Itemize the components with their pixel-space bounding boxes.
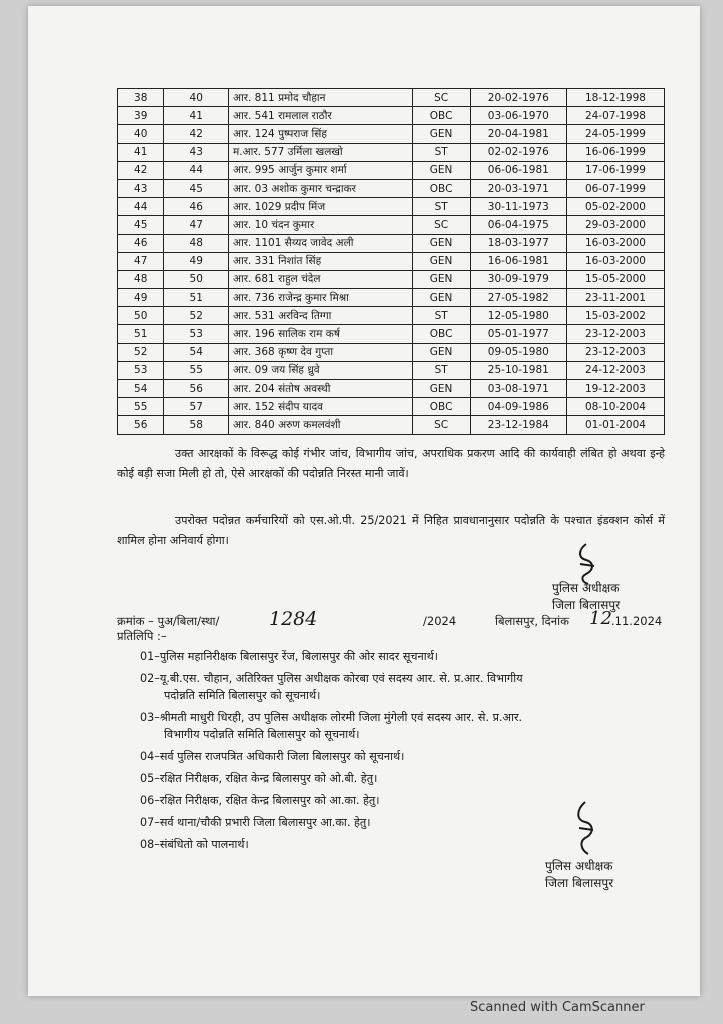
category-cell: GEN (412, 270, 470, 288)
name-cell: आर. 811 प्रमोद चौहान (228, 89, 412, 107)
signatory-designation: पुलिस अधीक्षक (552, 581, 620, 595)
name-cell: आर. 152 संदीप यादव (228, 398, 412, 416)
copy-item (140, 748, 665, 765)
category-cell: OBC (412, 107, 470, 125)
name-cell: आर. 204 संतोष अवस्थी (228, 380, 412, 398)
name-cell: म.आर. 577 उर्मिला खलखो (228, 143, 412, 161)
appointment-date-cell: 24-05-1999 (566, 125, 664, 143)
appointment-date-cell: 23-12-2003 (566, 343, 664, 361)
copy-item-text: 03–श्रीमती माधुरी धिरही, उप पुलिस अधीक्षक लोरमी जिला मुंगेली एवं सदस्य आर. से. प्र.आर. (140, 711, 523, 724)
rank-number-cell: 57 (164, 398, 229, 416)
copy-item-text: 06–रक्षित निरीक्षक, रक्षित केन्द्र बिलासपुर को आ.का. हेतु। (140, 794, 380, 807)
serial-cell: 53 (118, 361, 164, 379)
serial-cell: 45 (118, 216, 164, 234)
birth-date-cell: 12-05-1980 (470, 307, 566, 325)
appointment-date-cell: 24-12-2003 (566, 361, 664, 379)
birth-date-cell: 02-02-1976 (470, 143, 566, 161)
appointment-date-cell: 01-01-2004 (566, 416, 664, 434)
category-cell: SC (412, 89, 470, 107)
signatory-office: जिला बिलासपुर (552, 598, 621, 612)
appointment-date-cell: 05-02-2000 (566, 198, 664, 216)
name-cell: आर. 681 राहुल चंदेल (228, 270, 412, 288)
birth-date-cell: 30-09-1979 (470, 270, 566, 288)
birth-date-cell: 09-05-1980 (470, 343, 566, 361)
birth-date-cell: 06-06-1981 (470, 161, 566, 179)
name-cell: आर. 1029 प्रदीप मिंज (228, 198, 412, 216)
serial-cell: 44 (118, 198, 164, 216)
category-cell: OBC (412, 325, 470, 343)
table-row (118, 216, 665, 234)
copy-item-text: 01–पुलिस महानिरीक्षक बिलासपुर रेंज, बिलासपुर की ओर सादर सूचनार्थ। (140, 650, 439, 663)
appointment-date-cell: 19-12-2003 (566, 380, 664, 398)
name-cell: आर. 541 रामलाल राठौर (228, 107, 412, 125)
category-cell: SC (412, 216, 470, 234)
serial-cell: 42 (118, 161, 164, 179)
category-cell: GEN (412, 252, 470, 270)
category-cell: GEN (412, 234, 470, 252)
reference-number: 1284 (269, 608, 318, 630)
appointment-date-cell: 06-07-1999 (566, 179, 664, 197)
promotion-table (117, 88, 665, 435)
reference-month-year: .11.2024 (611, 614, 663, 628)
name-cell: आर. 196 सालिक राम कर्ष (228, 325, 412, 343)
rank-number-cell: 49 (164, 252, 229, 270)
appointment-date-cell: 15-03-2002 (566, 307, 664, 325)
birth-date-cell: 03-08-1971 (470, 380, 566, 398)
serial-cell: 51 (118, 325, 164, 343)
category-cell: GEN (412, 289, 470, 307)
serial-cell: 43 (118, 179, 164, 197)
appointment-date-cell: 16-03-2000 (566, 252, 664, 270)
serial-cell: 46 (118, 234, 164, 252)
birth-date-cell: 20-02-1976 (470, 89, 566, 107)
rank-number-cell: 42 (164, 125, 229, 143)
table-row (118, 234, 665, 252)
reference-line (117, 608, 665, 636)
birth-date-cell: 04-09-1986 (470, 398, 566, 416)
category-cell: GEN (412, 125, 470, 143)
paragraph-pending-cases: उक्त आरक्षकों के विरूद्ध कोई गंभीर जांच, विभागीय जांच, अपराधिक प्रकरण आदि की कार्यवाही लंबित हो अथवा इन्हे कोई बड़ी सजा मिली हो तो, ऐसे आरक्षकों की पदोन्नति निरस्त मानी जावें। (117, 447, 665, 480)
category-cell: ST (412, 307, 470, 325)
table-row (118, 398, 665, 416)
reference-label: क्रमांक – पुअ/बिला/स्था/ (117, 614, 220, 628)
rank-number-cell: 40 (164, 89, 229, 107)
paragraph-induction-course: उपरोक्त पदोन्नत कर्मचारियों को एस.ओ.पी. 25/2021 में निहित प्रावधानानुसार पदोन्नति के पश्चात इंडक्शन कोर्स में शामिल होना अनिवार्य होगा। (117, 514, 665, 547)
copy-item-continuation: विभागीय पदोन्नति समिति बिलासपुर को सूचनार्थ। (164, 728, 360, 741)
rank-number-cell: 54 (164, 343, 229, 361)
reference-place-date-label: बिलासपुर, दिनांक (495, 614, 569, 628)
copy-item-text: 07–सर्व थाना/चौकी प्रभारी जिला बिलासपुर आ.का. हेतु। (140, 816, 371, 829)
serial-cell: 40 (118, 125, 164, 143)
copy-item (140, 670, 665, 704)
table-row (118, 161, 665, 179)
signature-mark (570, 800, 600, 856)
scanner-watermark: Scanned with CamScanner (470, 1000, 645, 1015)
serial-cell: 39 (118, 107, 164, 125)
birth-date-cell: 20-04-1981 (470, 125, 566, 143)
copy-heading: प्रतिलिपि :– (117, 629, 167, 643)
appointment-date-cell: 16-06-1999 (566, 143, 664, 161)
birth-date-cell: 03-06-1970 (470, 107, 566, 125)
table-row (118, 380, 665, 398)
birth-date-cell: 06-04-1975 (470, 216, 566, 234)
table-row (118, 416, 665, 434)
rank-number-cell: 55 (164, 361, 229, 379)
birth-date-cell: 30-11-1973 (470, 198, 566, 216)
appointment-date-cell: 15-05-2000 (566, 270, 664, 288)
birth-date-cell: 27-05-1982 (470, 289, 566, 307)
serial-cell: 47 (118, 252, 164, 270)
signatory-office: जिला बिलासपुर (545, 876, 614, 890)
rank-number-cell: 56 (164, 380, 229, 398)
table-row (118, 307, 665, 325)
copy-item-continuation: पदोन्नति समिति बिलासपुर को सूचनार्थ। (164, 689, 321, 702)
appointment-date-cell: 29-03-2000 (566, 216, 664, 234)
reference-day: 12 (589, 608, 612, 629)
birth-date-cell: 18-03-1977 (470, 234, 566, 252)
table-row (118, 289, 665, 307)
copy-item (140, 709, 665, 743)
category-cell: ST (412, 361, 470, 379)
table-row (118, 198, 665, 216)
category-cell: ST (412, 198, 470, 216)
category-cell: OBC (412, 398, 470, 416)
name-cell: आर. 995 आर्जुन कुमार शर्मा (228, 161, 412, 179)
serial-cell: 52 (118, 343, 164, 361)
category-cell: GEN (412, 380, 470, 398)
table-row (118, 325, 665, 343)
appointment-date-cell: 23-12-2003 (566, 325, 664, 343)
birth-date-cell: 16-06-1981 (470, 252, 566, 270)
appointment-date-cell: 16-03-2000 (566, 234, 664, 252)
birth-date-cell: 20-03-1971 (470, 179, 566, 197)
rank-number-cell: 41 (164, 107, 229, 125)
appointment-date-cell: 23-11-2001 (566, 289, 664, 307)
name-cell: आर. 124 पुष्पराज सिंह (228, 125, 412, 143)
copy-item-text: 08–संबंधितो को पालनार्थ। (140, 838, 249, 851)
table-row (118, 179, 665, 197)
serial-cell: 55 (118, 398, 164, 416)
appointment-date-cell: 24-07-1998 (566, 107, 664, 125)
serial-cell: 41 (118, 143, 164, 161)
rank-number-cell: 48 (164, 234, 229, 252)
name-cell: आर. 368 कृष्ण देव गुप्ता (228, 343, 412, 361)
signatory-block (545, 858, 613, 892)
name-cell: आर. 840 अरुण कमलवंशी (228, 416, 412, 434)
name-cell: आर. 1101 सैय्यद जावेद अली (228, 234, 412, 252)
table-row (118, 343, 665, 361)
reference-year: /2024 (423, 614, 457, 628)
rank-number-cell: 47 (164, 216, 229, 234)
appointment-date-cell: 17-06-1999 (566, 161, 664, 179)
name-cell: आर. 10 चंदन कुमार (228, 216, 412, 234)
birth-date-cell: 23-12-1984 (470, 416, 566, 434)
rank-number-cell: 50 (164, 270, 229, 288)
rank-number-cell: 43 (164, 143, 229, 161)
rank-number-cell: 53 (164, 325, 229, 343)
category-cell: GEN (412, 343, 470, 361)
table-row (118, 361, 665, 379)
serial-cell: 49 (118, 289, 164, 307)
name-cell: आर. 09 जय सिंह ध्रुवे (228, 361, 412, 379)
serial-cell: 50 (118, 307, 164, 325)
appointment-date-cell: 18-12-1998 (566, 89, 664, 107)
category-cell: SC (412, 416, 470, 434)
appointment-date-cell: 08-10-2004 (566, 398, 664, 416)
copy-item (140, 648, 665, 665)
serial-cell: 56 (118, 416, 164, 434)
copy-item-text: 02–यू.बी.एस. चौहान, अतिरिक्त पुलिस अधीक्षक कोरबा एवं सदस्य आर. से. प्र.आर. विभागीय (140, 672, 523, 685)
birth-date-cell: 25-10-1981 (470, 361, 566, 379)
category-cell: OBC (412, 179, 470, 197)
table-row (118, 252, 665, 270)
serial-cell: 48 (118, 270, 164, 288)
signatory-designation: पुलिस अधीक्षक (545, 859, 613, 873)
category-cell: GEN (412, 161, 470, 179)
rank-number-cell: 45 (164, 179, 229, 197)
table-row (118, 107, 665, 125)
promotion-table-body (118, 89, 665, 435)
serial-cell: 54 (118, 380, 164, 398)
name-cell: आर. 736 राजेन्द्र कुमार मिश्रा (228, 289, 412, 307)
table-row (118, 125, 665, 143)
table-row (118, 270, 665, 288)
name-cell: आर. 331 निशांत सिंह (228, 252, 412, 270)
rank-number-cell: 51 (164, 289, 229, 307)
copy-item-text: 04–सर्व पुलिस राजपत्रित अधिकारी जिला बिलासपुर को सूचनार्थ। (140, 750, 405, 763)
serial-cell: 38 (118, 89, 164, 107)
rank-number-cell: 52 (164, 307, 229, 325)
rank-number-cell: 44 (164, 161, 229, 179)
birth-date-cell: 05-01-1977 (470, 325, 566, 343)
category-cell: ST (412, 143, 470, 161)
name-cell: आर. 531 अरविन्द तिग्गा (228, 307, 412, 325)
copy-item-text: 05–रक्षित निरीक्षक, रक्षित केन्द्र बिलासपुर को ओ.बी. हेतु। (140, 772, 378, 785)
table-row (118, 143, 665, 161)
copy-item (140, 770, 665, 787)
rank-number-cell: 46 (164, 198, 229, 216)
table-row (118, 89, 665, 107)
name-cell: आर. 03 अशोक कुमार चन्द्राकर (228, 179, 412, 197)
rank-number-cell: 58 (164, 416, 229, 434)
